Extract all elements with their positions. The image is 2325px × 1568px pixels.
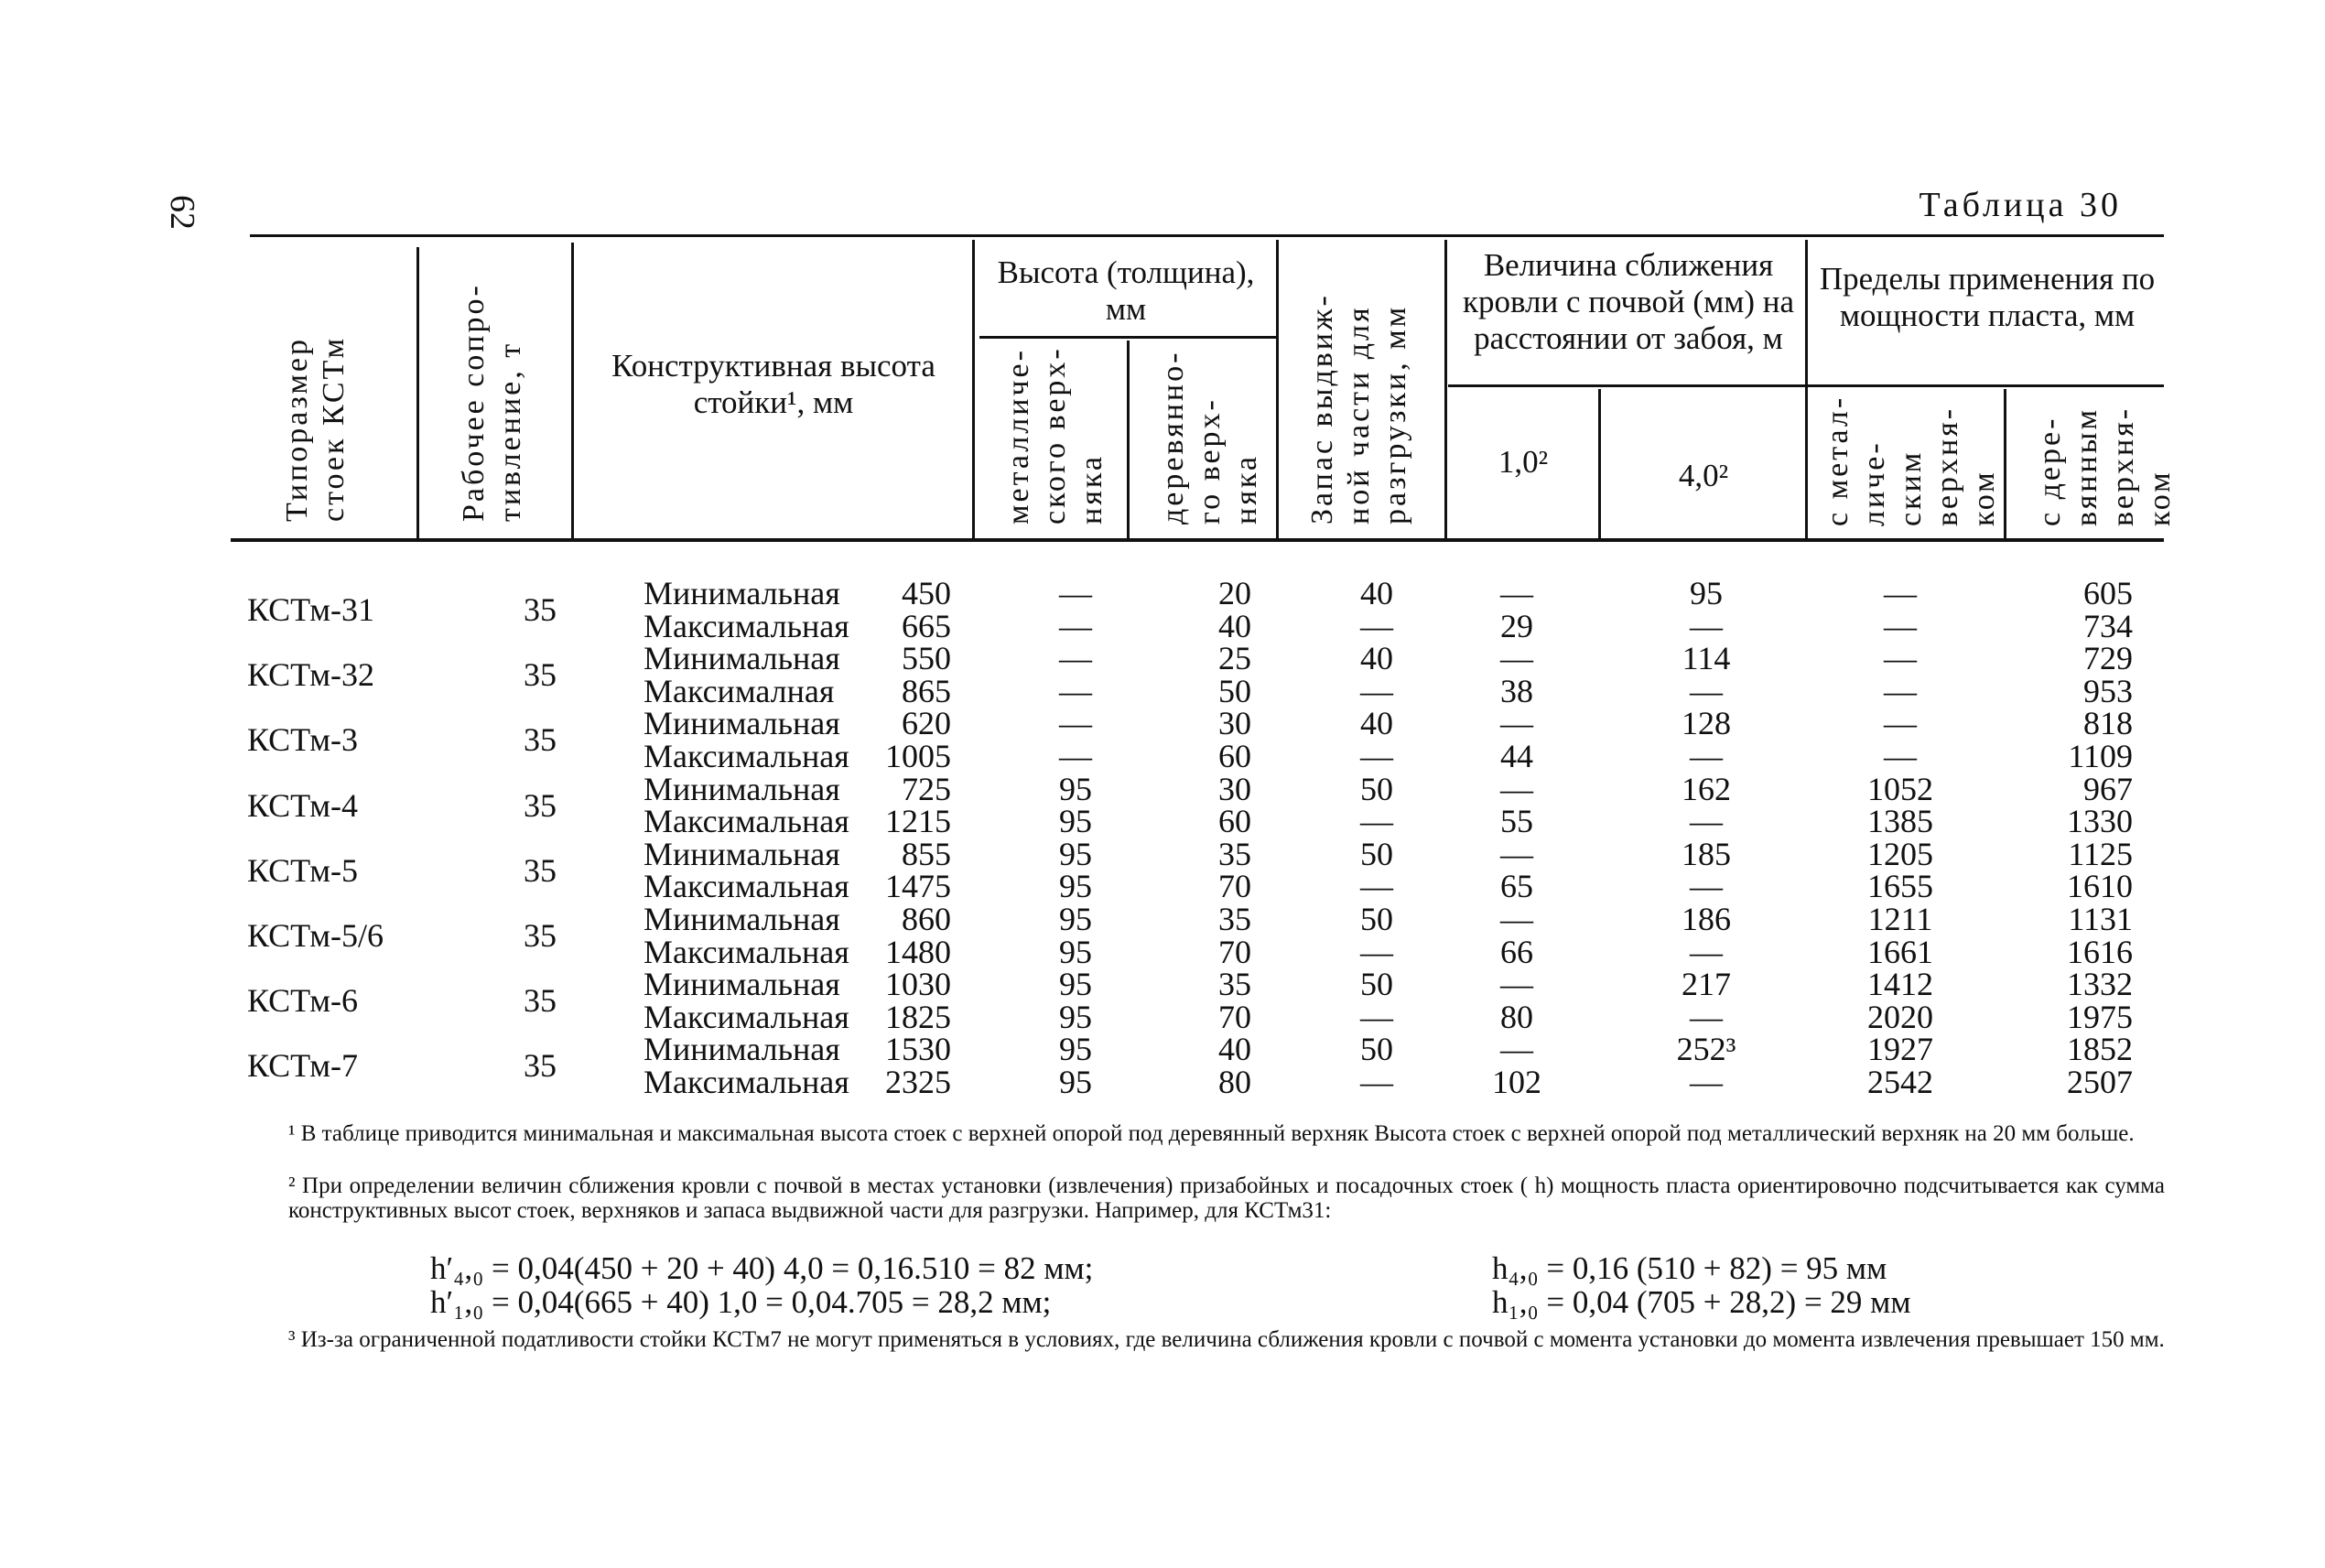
- cell-d1: —: [1500, 900, 1533, 937]
- cell-d1: 38: [1500, 672, 1533, 709]
- cell-lm: 1927: [1867, 1031, 1933, 1068]
- cell-d4: 185: [1682, 835, 1731, 872]
- col-divider: [2004, 389, 2006, 538]
- resistance-value: 35: [524, 786, 557, 824]
- cell-reserve: —: [1360, 672, 1393, 709]
- cell-d4: 186: [1682, 900, 1731, 937]
- cell-wood: 70: [1218, 998, 1251, 1035]
- cell-wood: 80: [1218, 1063, 1251, 1100]
- cell-reserve: 40: [1360, 705, 1393, 742]
- cell-lw: 818: [2083, 705, 2133, 742]
- header-bottom-rule: [231, 538, 2164, 542]
- cell-reserve: 50: [1360, 900, 1393, 937]
- cell-metal: 95: [1059, 1031, 1092, 1068]
- cell-lw: 1330: [2067, 803, 2133, 840]
- cell-metal: —: [1059, 640, 1092, 677]
- cell-wood: 60: [1218, 737, 1251, 774]
- cell-h: 620: [902, 705, 951, 742]
- cell-label: Максимальная: [643, 933, 849, 970]
- cell-lw: 1109: [2068, 737, 2133, 774]
- cell-h: 1005: [885, 737, 951, 774]
- cell-label: Максимальная: [643, 998, 849, 1035]
- cell-h: 1825: [885, 998, 951, 1035]
- cell-d4: 252³: [1676, 1031, 1736, 1068]
- cell-lw: 729: [2083, 640, 2133, 677]
- model-name: КСТм-7: [247, 1047, 358, 1085]
- header-with-wood: с дере- вянным верхня- ком: [2033, 406, 2177, 526]
- cell-wood: 25: [1218, 640, 1251, 677]
- model-name: КСТм-5: [247, 851, 358, 889]
- header-limits-group: Пределы применения по мощности пласта, мм: [1819, 261, 2156, 333]
- cell-wood: 70: [1218, 868, 1251, 905]
- cell-reserve: —: [1360, 933, 1393, 970]
- cell-label: Максималная: [643, 672, 835, 709]
- cell-d4: —: [1690, 607, 1723, 644]
- cell-h: 665: [902, 607, 951, 644]
- resistance-value: 35: [524, 916, 557, 954]
- cell-lm: 2020: [1867, 998, 1933, 1035]
- model-name: КСТм-6: [247, 982, 358, 1020]
- cell-d4: —: [1690, 998, 1723, 1035]
- footnote-2: ² При определении величин сближения кровли с почвой в местах установки (извлечения) призабойных и посадочных стоек ( h) мощность пласта ориентировочно подсчитывается как сумма конструктивных высот стоек, верхняков и запаса выдвижной части для разгрузки. Например, для КСТм31:: [288, 1173, 2165, 1223]
- cell-wood: 35: [1218, 900, 1251, 937]
- header-wood-cap: деревянно- го верх- няка: [1156, 350, 1263, 524]
- cell-lm: 1412: [1867, 966, 1933, 1003]
- header-convergence-group: Величина сближения кровли с почвой (мм) на расстоянии от забоя, м: [1462, 247, 1795, 356]
- cell-h: 855: [902, 835, 951, 872]
- cell-wood: 35: [1218, 835, 1251, 872]
- cell-metal: —: [1059, 607, 1092, 644]
- cell-lw: 1610: [2067, 868, 2133, 905]
- cell-lw: 953: [2083, 672, 2133, 709]
- col-divider: [972, 240, 975, 538]
- cell-lw: 734: [2083, 607, 2133, 644]
- cell-label: Минимальная: [643, 640, 840, 677]
- cell-metal: 95: [1059, 803, 1092, 840]
- footnote-3: ³ Из-за ограниченной податливости стойки КСТм7 не могут применяться в условиях, где величина сближения кровли с почвой с момента установки до момента извлечения превышает 150 мм.: [288, 1327, 2165, 1352]
- footnote-1: ¹ В таблице приводится минимальная и максимальная высота стоек с верхней опорой под деревянный верхняк Высота стоек с верхней опорой под металлический верхняк на 20 мм больше.: [288, 1121, 2135, 1146]
- cell-d4: 114: [1682, 640, 1731, 677]
- cell-label: Максимальная: [643, 737, 849, 774]
- header-dist-1: 1,0²: [1498, 444, 1549, 480]
- header-reserve: Запас выдвиж- ной части для разгрузки, мм: [1305, 293, 1412, 524]
- cell-reserve: —: [1360, 998, 1393, 1035]
- table-row: [231, 935, 2164, 968]
- col-divider: [1276, 240, 1279, 538]
- cell-h: 1030: [885, 966, 951, 1003]
- cell-reserve: —: [1360, 803, 1393, 840]
- resistance-value: 35: [524, 721, 557, 759]
- cell-label: Максимальная: [643, 868, 849, 905]
- cell-label: Минимальная: [643, 575, 840, 611]
- cell-d1: 66: [1500, 933, 1533, 970]
- cell-d1: —: [1500, 770, 1533, 807]
- table-top-rule: [250, 234, 2164, 237]
- resistance-value: 35: [524, 982, 557, 1020]
- cell-d4: —: [1690, 803, 1723, 840]
- cell-lm: 1655: [1867, 868, 1933, 905]
- cell-lm: 1205: [1867, 835, 1933, 872]
- cell-metal: —: [1059, 737, 1092, 774]
- cell-d1: 80: [1500, 998, 1533, 1035]
- cell-d4: 95: [1690, 575, 1723, 611]
- cell-lm: —: [1884, 672, 1917, 709]
- cell-lm: 2542: [1867, 1063, 1933, 1100]
- cell-d4: 162: [1682, 770, 1731, 807]
- cell-wood: 30: [1218, 705, 1251, 742]
- table-row: [231, 672, 2164, 709]
- model-name: КСТм-5/6: [247, 916, 384, 954]
- col-divider: [571, 243, 574, 538]
- cell-h: 865: [902, 672, 951, 709]
- resistance-value: 35: [524, 851, 557, 889]
- cell-d4: —: [1690, 1063, 1723, 1100]
- cell-d1: 102: [1492, 1063, 1541, 1100]
- cell-wood: 30: [1218, 770, 1251, 807]
- cell-d1: —: [1500, 966, 1533, 1003]
- col-divider: [1598, 389, 1601, 538]
- table-row: [231, 1065, 2164, 1098]
- cell-d1: 44: [1500, 737, 1533, 774]
- table-row: [231, 805, 2164, 838]
- cell-label: Минимальная: [643, 900, 840, 937]
- cell-h: 1530: [885, 1031, 951, 1068]
- cell-lm: —: [1884, 737, 1917, 774]
- cell-metal: 95: [1059, 998, 1092, 1035]
- cell-d4: —: [1690, 737, 1723, 774]
- cell-d4: 217: [1682, 966, 1731, 1003]
- cell-h: 1480: [885, 933, 951, 970]
- cell-lw: 1616: [2067, 933, 2133, 970]
- header-constructive-height: Конструктивная высота стойки¹, мм: [611, 348, 935, 420]
- cell-reserve: —: [1360, 607, 1393, 644]
- cell-lm: —: [1884, 705, 1917, 742]
- cell-wood: 50: [1218, 672, 1251, 709]
- table-row: [231, 1000, 2164, 1033]
- model-name: КСТм-31: [247, 591, 374, 628]
- cell-reserve: —: [1360, 737, 1393, 774]
- cell-reserve: 50: [1360, 966, 1393, 1003]
- cell-lm: —: [1884, 575, 1917, 611]
- cell-h: 1475: [885, 868, 951, 905]
- cell-reserve: —: [1360, 868, 1393, 905]
- col-divider: [1444, 240, 1447, 538]
- cell-metal: —: [1059, 575, 1092, 611]
- formula-1-right: h₄,₀ = 0,16 (510 + 82) = 95 мм: [1492, 1250, 1887, 1286]
- header-resistance: Рабочее сопро- тивление, т: [457, 283, 527, 522]
- cell-lm: 1385: [1867, 803, 1933, 840]
- cell-h: 2325: [885, 1063, 951, 1100]
- height-group-rule: [979, 336, 1277, 339]
- cell-label: Максимальная: [643, 803, 849, 840]
- model-name: КСТм-32: [247, 656, 374, 694]
- resistance-value: 35: [524, 1047, 557, 1085]
- header-height-group: Высота (толщина), мм: [997, 254, 1255, 327]
- cell-wood: 60: [1218, 803, 1251, 840]
- cell-metal: 95: [1059, 835, 1092, 872]
- page-number: 62: [163, 195, 201, 230]
- cell-d1: —: [1500, 705, 1533, 742]
- cell-metal: 95: [1059, 900, 1092, 937]
- cell-d4: 128: [1682, 705, 1731, 742]
- col-divider: [1127, 341, 1130, 538]
- cell-metal: 95: [1059, 868, 1092, 905]
- cell-metal: —: [1059, 672, 1092, 709]
- cell-d1: —: [1500, 575, 1533, 611]
- cell-lw: 2507: [2067, 1063, 2133, 1100]
- formula-2-left: h′₁,₀ = 0,04(665 + 40) 1,0 = 0,04.705 = 28,2 мм;: [430, 1284, 1052, 1320]
- cell-metal: 95: [1059, 933, 1092, 970]
- cell-d4: —: [1690, 672, 1723, 709]
- col-divider: [416, 247, 419, 538]
- table-row: [231, 870, 2164, 903]
- cell-lw: 1975: [2067, 998, 2133, 1035]
- cell-d1: 65: [1500, 868, 1533, 905]
- cell-lm: 1052: [1867, 770, 1933, 807]
- cell-reserve: 50: [1360, 770, 1393, 807]
- cell-d4: —: [1690, 868, 1723, 905]
- cell-h: 860: [902, 900, 951, 937]
- cell-d1: —: [1500, 1031, 1533, 1068]
- formula-2-right: h₁,₀ = 0,04 (705 + 28,2) = 29 мм: [1492, 1284, 1911, 1320]
- cell-reserve: 50: [1360, 1031, 1393, 1068]
- table-row: [231, 737, 2164, 774]
- cell-reserve: 40: [1360, 640, 1393, 677]
- resistance-value: 35: [524, 591, 557, 628]
- header-model: Типоразмер стоек КСТм: [280, 336, 351, 522]
- cell-h: 1215: [885, 803, 951, 840]
- cell-label: Минимальная: [643, 1031, 840, 1068]
- cell-d1: 55: [1500, 803, 1533, 840]
- header-dist-4: 4,0²: [1678, 458, 1729, 493]
- table-title: Таблица 30: [1919, 186, 2122, 224]
- cell-label: Максимальная: [643, 607, 849, 644]
- model-name: КСТм-3: [247, 721, 358, 759]
- cell-lm: —: [1884, 640, 1917, 677]
- cell-lm: 1661: [1867, 933, 1933, 970]
- cell-lw: 967: [2083, 770, 2133, 807]
- cell-lm: —: [1884, 607, 1917, 644]
- cell-reserve: —: [1360, 1063, 1393, 1100]
- cell-wood: 40: [1218, 1031, 1251, 1068]
- cell-reserve: 50: [1360, 835, 1393, 872]
- cell-d4: —: [1690, 933, 1723, 970]
- header-metal-cap: металличе- ского верх- няка: [1001, 346, 1108, 524]
- resistance-value: 35: [524, 656, 557, 694]
- cell-reserve: 40: [1360, 575, 1393, 611]
- cell-label: Минимальная: [643, 835, 840, 872]
- header-with-metal: с метал- личе- ским верхня- ком: [1821, 395, 2001, 526]
- cell-label: Минимальная: [643, 705, 840, 742]
- cell-wood: 20: [1218, 575, 1251, 611]
- cell-metal: 95: [1059, 770, 1092, 807]
- cell-lw: 1332: [2067, 966, 2133, 1003]
- table-body: [231, 577, 2164, 1098]
- cell-h: 450: [902, 575, 951, 611]
- formula-1-left: h′₄,₀ = 0,04(450 + 20 + 40) 4,0 = 0,16.510 = 82 мм;: [430, 1250, 1094, 1286]
- cell-wood: 70: [1218, 933, 1251, 970]
- cell-wood: 35: [1218, 966, 1251, 1003]
- cell-h: 550: [902, 640, 951, 677]
- cell-lw: 1125: [2068, 835, 2133, 872]
- cell-wood: 40: [1218, 607, 1251, 644]
- cell-metal: —: [1059, 705, 1092, 742]
- cell-label: Максимальная: [643, 1063, 849, 1100]
- cell-label: Минимальная: [643, 966, 840, 1003]
- cell-metal: 95: [1059, 1063, 1092, 1100]
- cell-lm: 1211: [1867, 900, 1933, 937]
- cell-label: Минимальная: [643, 770, 840, 807]
- cell-metal: 95: [1059, 966, 1092, 1003]
- cell-d1: —: [1500, 835, 1533, 872]
- cell-lw: 1852: [2067, 1031, 2133, 1068]
- cell-d1: 29: [1500, 607, 1533, 644]
- cell-d1: —: [1500, 640, 1533, 677]
- cell-lw: 1131: [2068, 900, 2133, 937]
- model-name: КСТм-4: [247, 786, 358, 824]
- cell-h: 725: [902, 770, 951, 807]
- cell-lw: 605: [2083, 575, 2133, 611]
